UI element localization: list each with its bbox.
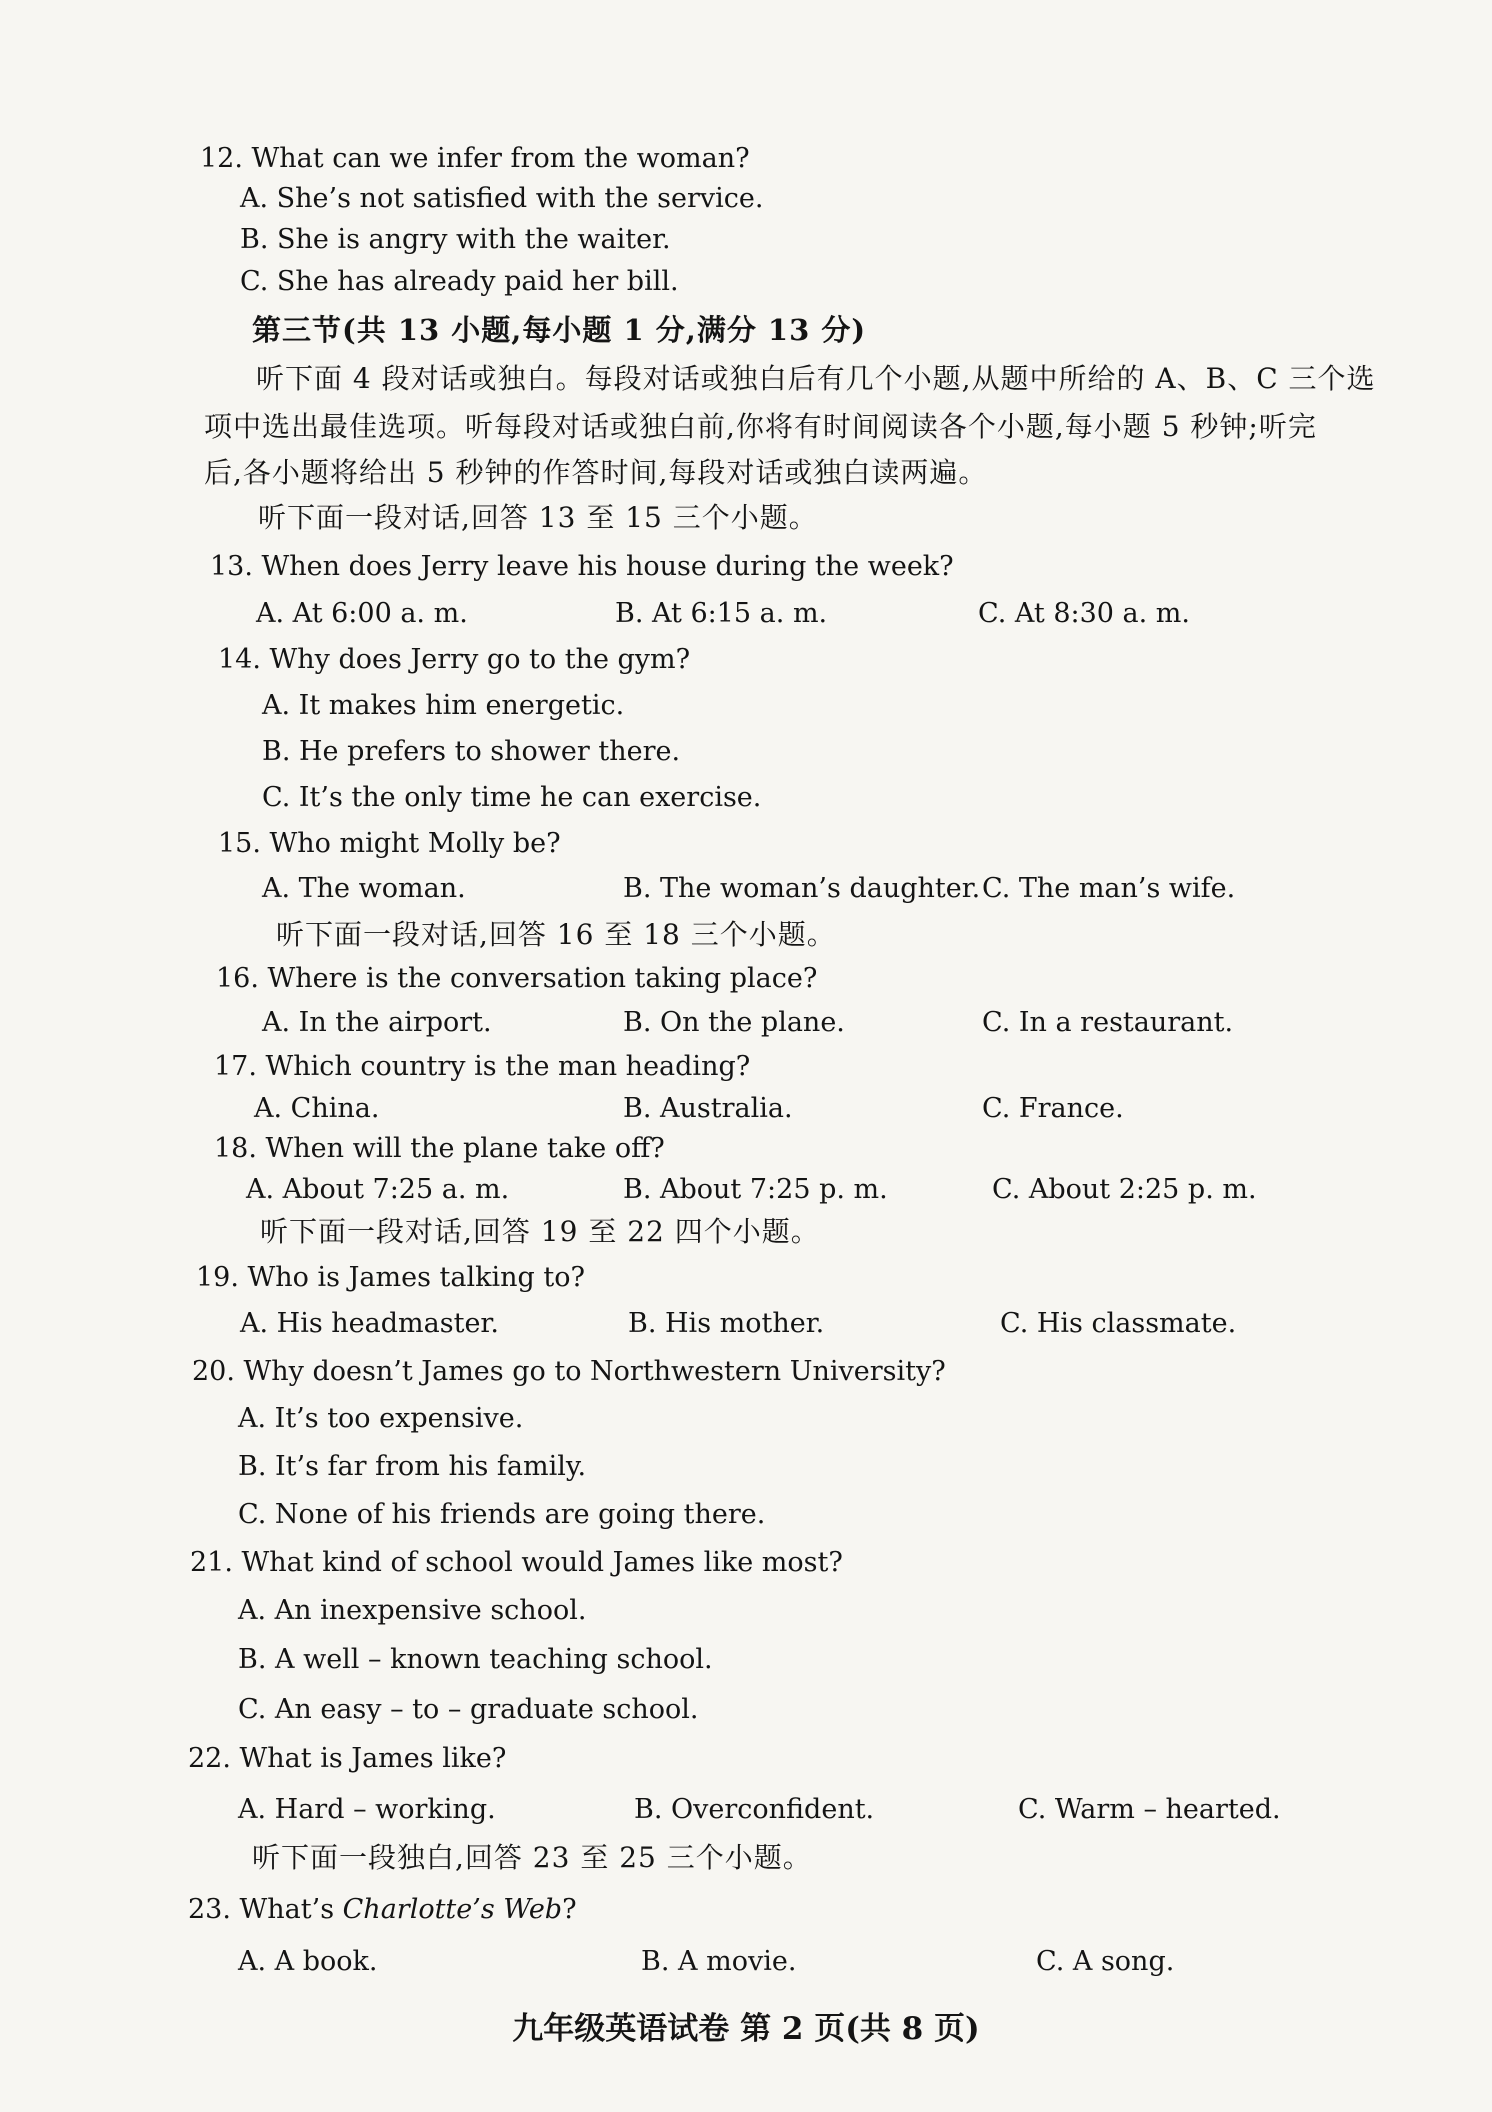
q12-option-a: A. She’s not satisfied with the service. [240,183,764,214]
q18-option-a: A. About 7:25 a. m. [246,1174,510,1205]
q18-options [0,1173,1492,1207]
q16-option-b: B. On the plane. [623,1007,845,1038]
q17-options [0,1092,1492,1126]
section3-instruction-line2: 项中选出最佳选项。听每段对话或独白前,你将有时间阅读各个小题,每小题 5 秒钟;听完 [204,410,1317,443]
q17-option-a: A. China. [254,1093,380,1124]
q20-option-c: C. None of his friends are going there. [238,1499,766,1530]
q22-options [0,1793,1492,1827]
q22-option-b: B. Overconfident. [634,1794,875,1825]
q15-option-a: A. The woman. [262,873,466,904]
q12-stem: 12. What can we infer from the woman? [200,143,750,174]
group4-intro: 听下面一段独白,回答 23 至 25 三个小题。 [252,1841,812,1874]
q20-stem: 20. Why doesn’t James go to Northwestern University? [192,1356,946,1387]
q21-option-a: A. An inexpensive school. [238,1595,587,1626]
q19-option-b: B. His mother. [628,1308,825,1339]
q14-option-a: A. It makes him energetic. [262,690,625,721]
q23-stem-prefix: 23. What’s [188,1894,343,1925]
q23-option-a: A. A book. [238,1946,378,1977]
q12-option-c: C. She has already paid her bill. [240,266,679,297]
q23-stem-title: Charlotte’s Web [342,1894,563,1925]
q21-stem: 21. What kind of school would James like most? [190,1547,843,1578]
q21-option-b: B. A well – known teaching school. [238,1644,713,1675]
q16-option-c: C. In a restaurant. [982,1007,1234,1038]
q20-option-a: A. It’s too expensive. [238,1403,524,1434]
q15-option-c: C. The man’s wife. [982,873,1236,904]
q16-options [0,1006,1492,1040]
q23-stem [188,1893,577,1927]
q20-option-b: B. It’s far from his family. [238,1451,587,1482]
q23-options [0,1945,1492,1979]
q19-options [0,1307,1492,1341]
q22-option-a: A. Hard – working. [238,1794,496,1825]
group2-intro: 听下面一段对话,回答 16 至 18 三个小题。 [276,918,836,951]
q15-option-b: B. The woman’s daughter. [623,873,981,904]
q12-option-b: B. She is angry with the waiter. [240,224,671,255]
q16-stem: 16. Where is the conversation taking place? [216,963,818,994]
q23-option-b: B. A movie. [641,1946,797,1977]
group1-intro: 听下面一段对话,回答 13 至 15 三个小题。 [258,501,818,534]
q14-option-b: B. He prefers to shower there. [262,736,681,767]
q13-option-a: A. At 6:00 a. m. [256,598,468,629]
q17-stem: 17. Which country is the man heading? [214,1051,751,1082]
group3-intro: 听下面一段对话,回答 19 至 22 四个小题。 [260,1215,820,1248]
section3-title: 第三节(共 13 小题,每小题 1 分,满分 13 分) [252,313,867,347]
q21-option-c: C. An easy – to – graduate school. [238,1694,699,1725]
q18-option-b: B. About 7:25 p. m. [623,1174,888,1205]
q19-option-a: A. His headmaster. [240,1308,499,1339]
q14-stem: 14. Why does Jerry go to the gym? [218,644,691,675]
q13-option-c: C. At 8:30 a. m. [978,598,1190,629]
q15-options [0,872,1492,906]
q17-option-b: B. Australia. [623,1093,793,1124]
section3-instruction-line1: 听下面 4 段对话或独白。每段对话或独白后有几个小题,从题中所给的 A、B、C 三个选 [256,362,1376,395]
q13-option-b: B. At 6:15 a. m. [615,598,828,629]
q19-option-c: C. His classmate. [1000,1308,1237,1339]
q13-stem: 13. When does Jerry leave his house during the week? [210,551,954,582]
q23-option-c: C. A song. [1036,1946,1175,1977]
q15-stem: 15. Who might Molly be? [218,828,561,859]
q16-option-a: A. In the airport. [262,1007,492,1038]
page-footer: 九年级英语试卷 第 2 页(共 8 页) [512,2011,980,2047]
q19-stem: 19. Who is James talking to? [196,1262,585,1293]
q14-option-c: C. It’s the only time he can exercise. [262,782,762,813]
q13-options [0,597,1492,631]
q23-stem-suffix: ? [562,1894,577,1925]
q22-stem: 22. What is James like? [188,1743,507,1774]
q18-option-c: C. About 2:25 p. m. [992,1174,1257,1205]
section3-instruction-line3: 后,各小题将给出 5 秒钟的作答时间,每段对话或独白读两遍。 [204,456,988,489]
q22-option-c: C. Warm – hearted. [1018,1794,1281,1825]
q18-stem: 18. When will the plane take off? [214,1133,665,1164]
q17-option-c: C. France. [982,1093,1124,1124]
